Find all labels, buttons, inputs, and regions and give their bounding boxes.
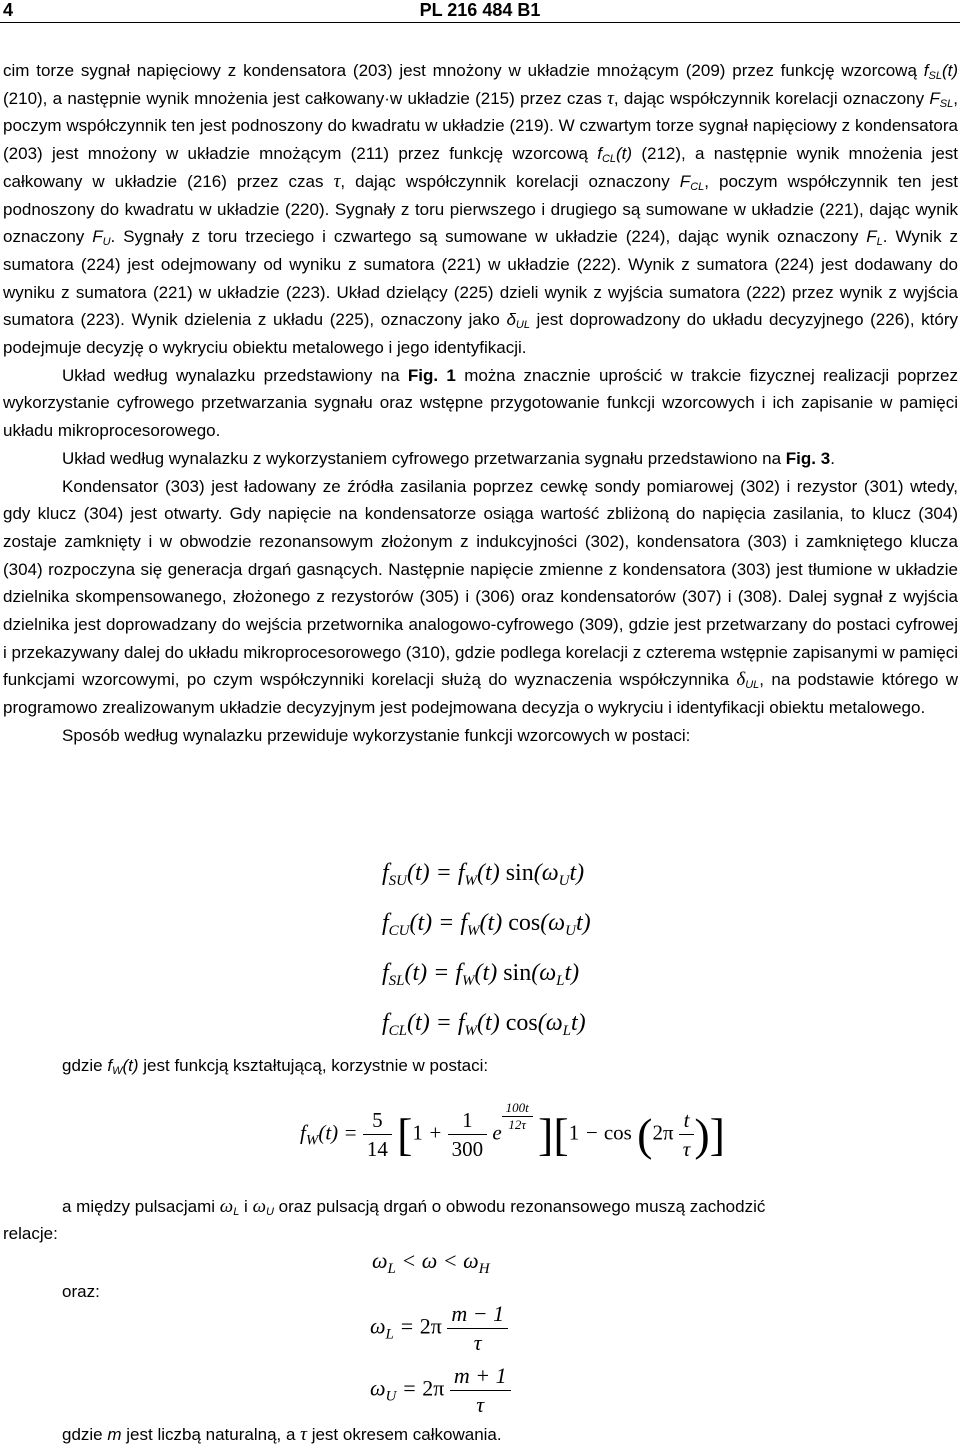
fraction-5-14: $\frac{5}{14}$ bbox=[363, 1106, 392, 1163]
equation-f-cu: $f_{CU}(t) = f_W(t)$ $\cos(\omega_Ut)$ bbox=[382, 910, 591, 939]
patent-number: PL 216 484 B1 bbox=[419, 0, 541, 20]
equation-f-cl: $f_{CL}(t) = f_W(t)$ $\cos(\omega_Lt)$ bbox=[382, 1010, 586, 1039]
exponent: $\frac{100t}{12\tau}$ bbox=[502, 1100, 533, 1133]
paragraph-4: Kondensator (303) jest ładowany ze źródła zasilania poprzez cewkę sondy pomiarowej (302) i rezystor (301) wtedy, gdy klucz (304) jest otwarty. Gdy napięcie na kondensatorze osiąga wartość zbliżoną do napięcia zasilania, to klucz (304) zostaje zamknięty i w obwodzie rezonansowym złożonym z indukcyjności (302), kondensatora (303) i zamkniętego klucza (304) rozpoczyna się generacja drgań gasnących. Następnie napięcie zmienne z kondensatora (303) jest tłumione w układzie dzielnika skompensowanego, złożonego z rezystorów (305) i (306) oraz kondensatorów (307) i (308). Dalej sygnał z wyjścia dzielnika jest doprowadzany do wejścia przetwornika analogowo-cyfrowego (309), gdzie jest przetwarzany do postaci cyfrowej i przekazywany dalej do układu mikroprocesorowego (310), gdzie podlega korelacji z czterema wstępnie zapisanymi w pamięci funkcjami wzorcowymi, po czym współczynniki korelacji służą do wyznaczenia współczynnika $\delta_{UL}$, na podstawie którego w programowo zrealizowanym układzie decyzyjnym jest podejmowana decyzja o wykryciu i identyfikacji obiektu metalowego. bbox=[3, 476, 958, 718]
fraction-1-300: $\frac{1}{300}$ bbox=[448, 1106, 488, 1163]
relacje-text: relacje: bbox=[3, 1224, 58, 1243]
page-header bbox=[0, 0, 960, 20]
paragraph-2: Układ według wynalazku przedstawiony na Fig. 1 można znacznie uprościć w trakcie fizycznej realizacji poprzez wykorzystanie cyfrowego przetwarzania sygnału oraz wstępne przygotowanie funkcji wzorcowych i ich zapisanie w pamięci układu mikroprocesorowego. bbox=[3, 365, 958, 441]
paragraph-1: cim torze sygnał napięciowy z kondensatora (203) jest mnożony w układzie mnożącym (209) przez funkcję wzorcową $f_{SL}(t)$ (210), a następnie wynik mnożenia jest całkowany·w układzie (215) przez czas τ, dając współczynnik korelacji oznaczony $F_{SL}$, poczym współczynnik ten jest podnoszony do kwadratu w układzie (219). W czwartym torze sygnał napięciowy z kondensatora (203) jest mnożony w układzie mnożącym (211) przez funkcję wzorcową $f_{CL}(t)$ (212), a następnie wynik mnożenia jest całkowany w układzie (216) przez czas τ, dając współczynnik korelacji oznaczony $F_{CL}$, poczym współczynnik ten jest podnoszony do kwadratu w układzie (220). Sygnały z toru pierwszego i drugiego są sumowane w układzie (221), dając wynik oznaczony $F_U$. Sygnały z toru trzeciego i czwartego są sumowane w układzie (224), dając wynik oznaczony $F_L$. Wynik z sumatora (224) jest odejmowany od wyniku z sumatora (221) w układzie (222). Wynik z sumatora (224) jest dodawany do wyniku z sumatora (221) w układzie (223). Układ dzielący (225) dzieli wynik z wyjścia sumatora (222) przez wynik z wyjścia sumatora (223). Wynik dzielenia z układu (225), oznaczony jako $\delta_{UL}$ jest doprowadzony do układu decyzyjnego (226), który podejmuje decyzję o wykryciu obiektu metalowego i jego identyfikacji. bbox=[3, 61, 958, 358]
final-text: gdzie m jest liczbą naturalną, a τ jest okresem całkowania. bbox=[62, 1424, 502, 1445]
page-number: 4 bbox=[3, 0, 14, 20]
fraction-t-tau: $\frac{t}{\tau}$ bbox=[679, 1106, 695, 1163]
equation-omega-u: $\omega_U = 2\pi$ $\frac{m + 1}{\tau}$ bbox=[370, 1362, 511, 1419]
miedzy-text: a między pulsacjami $\omega_L$ i $\omega_U$ oraz pulsacją drgań o obwodu rezonansowego muszą zachodzić bbox=[62, 1196, 766, 1218]
header-rule bbox=[0, 22, 960, 23]
document-body bbox=[3, 57, 958, 750]
paragraph-3: Układ według wynalazku z wykorzystaniem cyfrowego przetwarzania sygnału przedstawiono na Fig. 3. bbox=[62, 448, 835, 468]
gdzie-fw-text: gdzie $f_W(t)$ jest funkcją kształtującą, korzystnie w postaci: bbox=[62, 1056, 489, 1077]
equation-f-su: $f_{SU}(t) = f_W(t)$ $\sin(\omega_Ut)$ bbox=[382, 860, 585, 889]
equation-f-sl: $f_{SL}(t) = f_W(t)$ $\sin(\omega_Lt)$ bbox=[382, 960, 580, 989]
equation-relation-range: $\omega_L < \omega < \omega_H$ bbox=[372, 1248, 490, 1277]
equation-fw: $f_W(t)$ = $\frac{5}{14}$ [1 + $\frac{1}{300}$ e $\frac{100t}{12\tau}$ ][1 − cos (2π $\frac{t}{\tau}$ )] bbox=[300, 1100, 725, 1162]
paragraph-5: Sposób według wynalazku przewiduje wykorzystanie funkcji wzorcowych w postaci: bbox=[62, 725, 691, 745]
oraz-text: oraz: bbox=[62, 1282, 100, 1301]
equation-omega-l: $\omega_L = 2\pi$ $\frac{m - 1}{\tau}$ bbox=[370, 1300, 508, 1357]
